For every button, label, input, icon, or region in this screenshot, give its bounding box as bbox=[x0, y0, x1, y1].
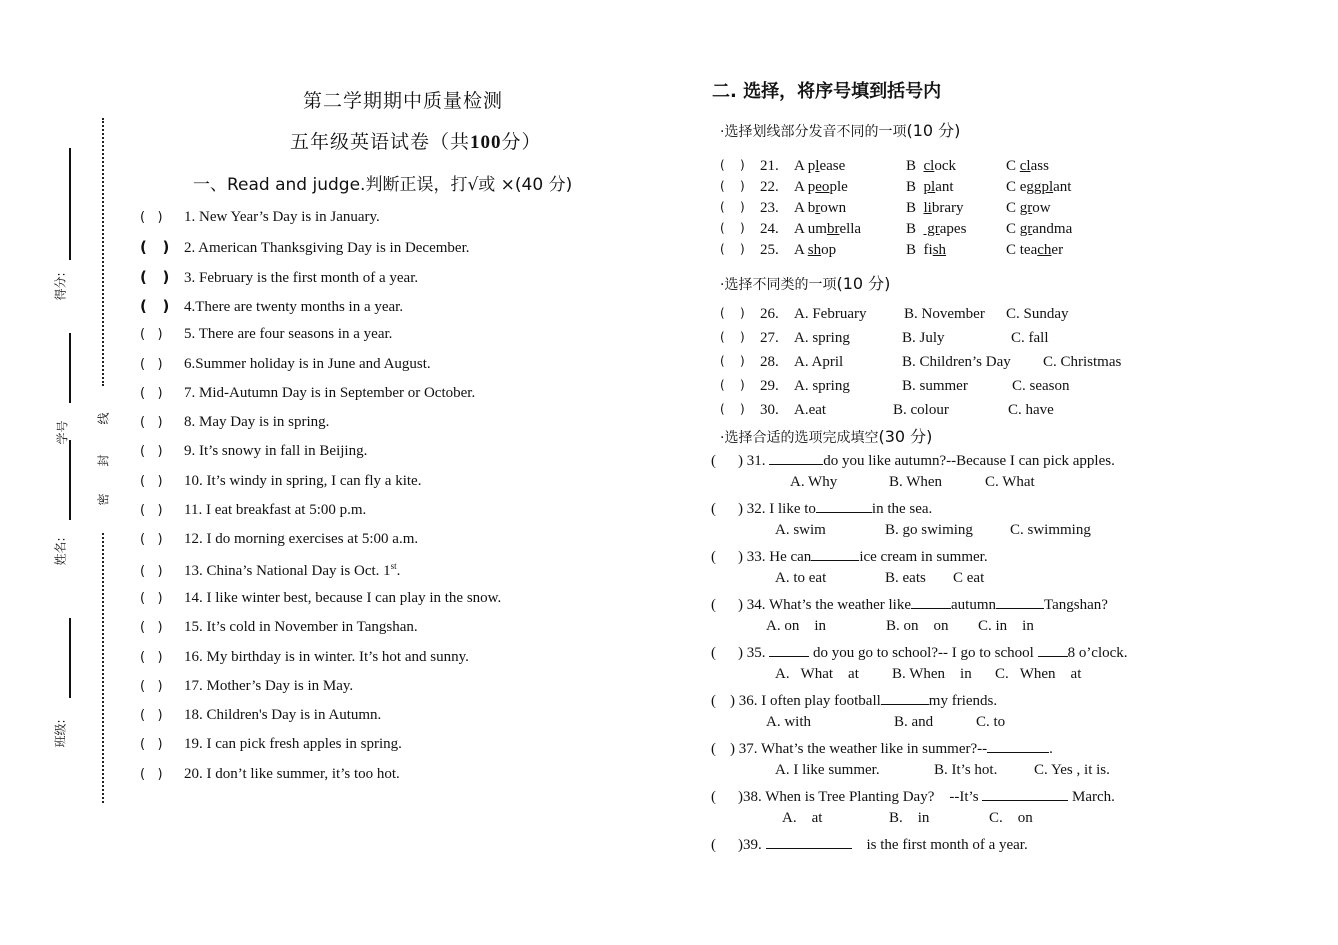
question-number: 22. bbox=[760, 179, 779, 195]
answer-paren[interactable]: ( ) bbox=[140, 356, 163, 372]
answer-paren[interactable]: ( ) bbox=[140, 649, 163, 665]
underlined-letters: sh bbox=[807, 242, 822, 258]
judge-item-text: 20. I don’t like summer, it’s too hot. bbox=[184, 765, 400, 782]
seal-char-feng: 封 bbox=[96, 454, 111, 467]
judge-item bbox=[140, 356, 431, 373]
q37-option-a: A. I like summer. bbox=[775, 762, 880, 778]
underlined-letters: gr bbox=[923, 221, 940, 237]
q38-option-b: B. in bbox=[889, 810, 930, 826]
q32-option-b: B. go swiming bbox=[885, 522, 973, 538]
question-number: 24. bbox=[760, 221, 779, 237]
q35-text-post: 8 o’clock. bbox=[1067, 645, 1128, 661]
question-number: 30. bbox=[760, 402, 779, 418]
subtitle-post: 分） bbox=[501, 131, 542, 153]
judge-item-text: 3. February is the first month of a year. bbox=[184, 269, 419, 286]
question-33 bbox=[711, 546, 988, 566]
option-pre: tea bbox=[1019, 242, 1038, 258]
q34-option-a: A. on in bbox=[766, 618, 826, 634]
q37-option-c: C. Yes , it is. bbox=[1034, 762, 1110, 778]
answer-paren[interactable]: ( ) bbox=[140, 678, 163, 694]
section1-heading: 一、Read and judge.判断正误，打√或 ×(40 分) bbox=[193, 175, 573, 195]
option-post: ass bbox=[1030, 158, 1049, 174]
q32-blank[interactable] bbox=[816, 498, 872, 513]
q35-option-c: C. When at bbox=[995, 666, 1082, 682]
part-b-heading bbox=[720, 271, 890, 294]
q38-option-a: A. at bbox=[782, 810, 823, 826]
underlined-letters: cl bbox=[1019, 158, 1031, 174]
part-b-points: (10 分) bbox=[836, 274, 891, 293]
judge-item-text: 11. I eat breakfast at 5:00 p.m. bbox=[184, 502, 367, 518]
option-post: er bbox=[1051, 242, 1064, 258]
answer-paren[interactable]: ( ) bbox=[720, 242, 745, 256]
option-post: ock bbox=[934, 158, 957, 174]
question-number: 27. bbox=[760, 330, 779, 346]
option-post: ant bbox=[1053, 179, 1072, 195]
q35-blank-2[interactable] bbox=[1038, 642, 1068, 657]
answer-paren: ( bbox=[711, 645, 716, 661]
option-c: C. Christmas bbox=[1043, 354, 1122, 370]
part-c-title: ·选择合适的选项完成填空 bbox=[720, 430, 879, 446]
judge-item bbox=[140, 414, 329, 431]
option-a bbox=[794, 200, 846, 217]
q34-blank-1[interactable] bbox=[911, 594, 951, 609]
question-number: 23. bbox=[760, 200, 779, 216]
q36-blank[interactable] bbox=[881, 690, 929, 705]
q31-option-a: A. Why bbox=[790, 474, 838, 490]
answer-paren: ( bbox=[711, 741, 716, 757]
q37-option-b: B. It’s hot. bbox=[934, 762, 998, 778]
q33-text-pre: ) 33. He can bbox=[738, 549, 812, 565]
q34-option-c: C. in in bbox=[978, 618, 1034, 634]
option-post: apes bbox=[939, 221, 967, 237]
question-38 bbox=[711, 786, 1115, 806]
judge-item-text: 4.There are twenty months in a year. bbox=[184, 298, 404, 315]
q39-blank[interactable] bbox=[766, 834, 852, 849]
judge-item-text: 9. It’s snowy in fall in Beijing. bbox=[184, 443, 368, 460]
q32-option-c: C. swimming bbox=[1010, 522, 1091, 538]
judge-item-text: 19. I can pick fresh apples in spring. bbox=[184, 736, 402, 753]
answer-paren[interactable]: ( ) bbox=[720, 330, 745, 344]
option-a: A.eat bbox=[794, 402, 827, 418]
option-b bbox=[906, 158, 956, 175]
option-c: C. have bbox=[1008, 402, 1054, 418]
answer-paren[interactable]: ( ) bbox=[720, 378, 745, 392]
answer-paren: ( bbox=[711, 549, 716, 565]
option-a: A. April bbox=[794, 354, 844, 370]
q34-text-post: Tangshan? bbox=[1044, 597, 1108, 613]
answer-paren[interactable]: ( ) bbox=[720, 354, 745, 368]
q36-text-post: my friends. bbox=[928, 693, 998, 709]
q33-option-b: B. eats bbox=[885, 570, 926, 586]
underlined-letters: l bbox=[815, 158, 820, 174]
answer-paren[interactable]: ( ) bbox=[140, 415, 163, 431]
option-label: B bbox=[906, 158, 924, 174]
answer-paren[interactable]: ( ) bbox=[140, 532, 163, 548]
answer-paren[interactable]: ( ) bbox=[140, 210, 163, 225]
seal-char-xian: 线 bbox=[96, 412, 111, 425]
q38-option-c: C. on bbox=[989, 810, 1033, 826]
option-b: B. colour bbox=[893, 402, 949, 418]
option-a: A. February bbox=[794, 306, 867, 322]
option-pre: p bbox=[807, 158, 816, 174]
judge-item-text: 7. Mid-Autumn Day is in September or October. bbox=[184, 384, 476, 401]
option-post: ease bbox=[819, 158, 846, 174]
answer-paren[interactable]: ( ) bbox=[140, 708, 163, 724]
q37-text-post: . bbox=[1049, 741, 1053, 757]
answer-paren: ( bbox=[711, 693, 716, 709]
option-post: ow bbox=[1032, 200, 1051, 216]
option-label: A bbox=[794, 179, 808, 195]
question-39 bbox=[711, 834, 1028, 854]
q35-text-mid: do you go to school?-- I go to school bbox=[813, 645, 1034, 661]
judge-item-text: 2. American Thanksgiving Day is in December. bbox=[184, 240, 470, 257]
question-36 bbox=[711, 690, 997, 710]
judge-item bbox=[140, 531, 418, 548]
underlined-letters: gr bbox=[1019, 200, 1033, 216]
underlined-letters: pl bbox=[1041, 179, 1054, 195]
underlined-letters: br bbox=[826, 221, 840, 237]
q34-text-mid: autumn bbox=[951, 597, 996, 613]
q38-text-pre: )38. When is Tree Planting Day? --It’s bbox=[738, 789, 979, 805]
option-pre: b bbox=[807, 200, 816, 216]
q31-blank[interactable] bbox=[769, 450, 823, 465]
q32-text-post: in the sea. bbox=[871, 501, 933, 517]
judge-item-text: 15. It’s cold in November in Tangshan. bbox=[184, 619, 418, 636]
underlined-letters: ch bbox=[1037, 242, 1052, 258]
option-b: B. Children’s Day bbox=[902, 354, 1011, 370]
question-37 bbox=[711, 738, 1053, 758]
question-34 bbox=[711, 594, 1108, 614]
option-label: A bbox=[794, 158, 808, 174]
underlined-letters: cl bbox=[923, 158, 935, 174]
option-a bbox=[794, 242, 836, 259]
question-number: 26. bbox=[760, 306, 779, 322]
q37-blank[interactable] bbox=[987, 738, 1049, 753]
option-pre: egg bbox=[1019, 179, 1042, 195]
judge-item bbox=[140, 297, 403, 316]
answer-paren: ( bbox=[711, 453, 716, 469]
option-label: C bbox=[1006, 242, 1020, 258]
option-c bbox=[1006, 242, 1063, 259]
judge-item-text: 10. It’s windy in spring, I can fly a kite. bbox=[184, 472, 422, 489]
judge-item-text: 1. New Year’s Day is in January. bbox=[184, 209, 380, 225]
question-number: 29. bbox=[760, 378, 779, 394]
judge-item bbox=[140, 385, 475, 402]
option-label: B bbox=[906, 179, 924, 195]
underlined-letters: pl bbox=[923, 179, 936, 195]
answer-paren[interactable]: ( ) bbox=[140, 327, 163, 343]
part-a-heading bbox=[720, 118, 960, 141]
underlined-letters: li bbox=[923, 200, 932, 216]
answer-paren[interactable]: ( ) bbox=[140, 385, 163, 401]
judge-item bbox=[140, 590, 501, 607]
q33-text-post: ice cream in summer. bbox=[859, 549, 988, 565]
judge-item bbox=[140, 678, 353, 695]
option-label: C bbox=[1006, 221, 1020, 237]
q35-option-a: A. What at bbox=[775, 666, 859, 682]
id-line bbox=[69, 333, 71, 403]
q36-option-b: B. and bbox=[894, 714, 934, 730]
question-number: 28. bbox=[760, 354, 779, 370]
judge-item bbox=[140, 736, 402, 753]
answer-paren[interactable]: ( ) bbox=[140, 563, 163, 579]
judge-item-text: 14. I like winter best, because I can play in the snow. bbox=[184, 589, 502, 606]
judge-item-text: 18. Children's Day is in Autumn. bbox=[184, 707, 382, 724]
option-pre: um bbox=[807, 221, 827, 237]
option-b bbox=[906, 242, 946, 259]
answer-paren[interactable]: ( ) bbox=[720, 179, 745, 193]
class-label: 班级: bbox=[53, 719, 68, 748]
question-31 bbox=[711, 450, 1115, 470]
option-a: A. spring bbox=[794, 378, 850, 394]
part-c-points: (30 分) bbox=[878, 427, 933, 446]
q38-text-post: March. bbox=[1072, 789, 1115, 805]
underlined-letters: eo bbox=[815, 179, 830, 195]
judge-item-text: 13. China’s National Day is Oct. 1 bbox=[184, 562, 391, 579]
part-b-title: ·选择不同类的一项 bbox=[720, 277, 837, 293]
answer-paren: ( bbox=[711, 501, 716, 517]
answer-paren[interactable]: ( ) bbox=[720, 402, 745, 416]
judge-item bbox=[140, 649, 469, 666]
question-number: 21. bbox=[760, 158, 779, 174]
judge-item bbox=[140, 707, 381, 724]
section2-heading: 二. 选择，将序号填到括号内 bbox=[712, 81, 942, 102]
underlined-letters: r bbox=[815, 200, 821, 216]
underlined-letters: sh bbox=[932, 242, 947, 258]
q38-blank[interactable] bbox=[982, 786, 1068, 801]
judge-item bbox=[140, 473, 421, 490]
option-label: C bbox=[1006, 158, 1020, 174]
answer-paren[interactable]: ( ) bbox=[720, 200, 745, 214]
q36-text-pre: ) 36. I often play football bbox=[730, 693, 881, 709]
option-a bbox=[794, 158, 845, 175]
judge-item bbox=[140, 209, 380, 226]
question-number: 25. bbox=[760, 242, 779, 258]
option-pre: p bbox=[807, 179, 816, 195]
answer-paren[interactable]: ( ) bbox=[720, 158, 745, 172]
q35-number: ) 35. bbox=[738, 645, 766, 661]
q32-option-a: A. swim bbox=[775, 522, 826, 538]
option-label: B bbox=[906, 200, 924, 216]
option-post: ple bbox=[829, 179, 848, 195]
answer-paren: ( bbox=[711, 837, 716, 853]
answer-paren[interactable]: ( ) bbox=[140, 473, 163, 489]
student-id-label: 学号 bbox=[55, 420, 70, 445]
name-label: 姓名: bbox=[53, 537, 68, 566]
score-line bbox=[69, 148, 71, 260]
judge-item bbox=[140, 268, 418, 287]
q31-option-b: B. When bbox=[889, 474, 943, 490]
answer-paren[interactable]: ( ) bbox=[140, 444, 163, 460]
judge-item-text: 8. May Day is in spring. bbox=[184, 414, 330, 431]
q32-text-pre: ) 32. I like to bbox=[738, 501, 816, 517]
option-b bbox=[906, 221, 966, 238]
judge-item bbox=[140, 502, 366, 519]
option-label: C bbox=[1006, 200, 1020, 216]
option-label: B bbox=[906, 221, 924, 237]
judge-item-text: 17. Mother’s Day is in May. bbox=[184, 677, 354, 694]
answer-paren[interactable]: ( ) bbox=[140, 503, 163, 518]
ordinal-suffix: st bbox=[390, 560, 397, 571]
q36-option-a: A. with bbox=[766, 714, 811, 730]
option-post: brary bbox=[931, 200, 964, 216]
q33-blank[interactable] bbox=[811, 546, 859, 561]
seal-char-mi: 密 bbox=[96, 493, 111, 506]
option-c bbox=[1006, 158, 1049, 175]
answer-paren[interactable]: ( ) bbox=[720, 306, 745, 320]
answer-paren[interactable]: ( ) bbox=[140, 296, 170, 315]
q39-number: )39. bbox=[738, 837, 762, 853]
underlined-letters: gr bbox=[1019, 221, 1033, 237]
option-c bbox=[1006, 179, 1071, 196]
q34-blank-2[interactable] bbox=[996, 594, 1044, 609]
option-post: op bbox=[821, 242, 837, 258]
part-a-points: (10 分) bbox=[906, 121, 961, 140]
option-label: A bbox=[794, 242, 808, 258]
answer-paren[interactable]: ( ) bbox=[720, 221, 745, 235]
option-label: C bbox=[1006, 179, 1020, 195]
score-label: 得分: bbox=[53, 272, 68, 301]
q36-option-c: C. to bbox=[976, 714, 1006, 730]
answer-paren[interactable]: ( ) bbox=[140, 737, 163, 753]
q35-option-b: B. When in bbox=[892, 666, 972, 682]
option-label: A bbox=[794, 200, 808, 216]
option-post: own bbox=[820, 200, 847, 216]
part-a-title: ·选择划线部分发音不同的一项 bbox=[720, 124, 907, 140]
judge-item-text: 6.Summer holiday is in June and August. bbox=[184, 355, 431, 372]
q31-option-c: C. What bbox=[985, 474, 1035, 490]
option-b: B. summer bbox=[902, 378, 968, 394]
judge-item-text: 5. There are four seasons in a year. bbox=[184, 326, 393, 343]
answer-paren: ( bbox=[711, 597, 716, 613]
option-b bbox=[906, 179, 954, 196]
q39-text: is the first month of a year. bbox=[866, 837, 1028, 853]
answer-paren[interactable]: ( ) bbox=[140, 590, 163, 606]
option-post: andma bbox=[1032, 221, 1073, 237]
q33-option-c: C eat bbox=[953, 570, 985, 586]
q37-text-pre: ) 37. What’s the weather like in summer?-- bbox=[730, 741, 988, 757]
q33-option-a: A. to eat bbox=[775, 570, 827, 586]
question-35 bbox=[711, 642, 1128, 662]
dotted-line bbox=[102, 533, 104, 803]
option-a bbox=[794, 221, 861, 238]
judge-item bbox=[140, 766, 400, 783]
option-c bbox=[1006, 221, 1072, 238]
option-b: B. July bbox=[902, 330, 945, 346]
option-c bbox=[1006, 200, 1051, 217]
option-label: A bbox=[794, 221, 808, 237]
option-post: ant bbox=[935, 179, 954, 195]
option-c: C. Sunday bbox=[1006, 306, 1069, 322]
dotted-line bbox=[102, 118, 104, 386]
option-a bbox=[794, 179, 848, 196]
judge-item-text: 12. I do morning exercises at 5:00 a.m. bbox=[184, 531, 419, 548]
name-line bbox=[69, 440, 71, 520]
option-pre: fi bbox=[923, 242, 933, 258]
class-line bbox=[69, 618, 71, 698]
judge-item bbox=[140, 326, 392, 343]
answer-paren[interactable]: ( ) bbox=[140, 620, 163, 636]
answer-paren: ( bbox=[711, 789, 716, 805]
question-32 bbox=[711, 498, 932, 518]
judge-item bbox=[140, 619, 418, 636]
exam-subtitle bbox=[290, 127, 542, 154]
q35-blank-1[interactable] bbox=[769, 642, 809, 657]
answer-paren[interactable]: ( ) bbox=[140, 238, 170, 257]
option-a: A. spring bbox=[794, 330, 850, 346]
option-c: C. fall bbox=[1011, 330, 1049, 346]
q34-option-b: B. on on bbox=[886, 618, 949, 634]
option-b bbox=[906, 200, 964, 217]
answer-paren[interactable]: ( ) bbox=[140, 267, 170, 286]
judge-item bbox=[140, 561, 400, 580]
q31-text: do you like autumn?--Because I can pick apples. bbox=[823, 453, 1115, 469]
q34-text-pre: ) 34. What’s the weather like bbox=[738, 597, 911, 613]
subtitle-pre: 五年级英语试卷（共 bbox=[290, 131, 471, 153]
option-label: B bbox=[906, 242, 924, 258]
judge-item bbox=[140, 238, 470, 257]
option-b: B. November bbox=[904, 306, 985, 322]
exam-title: 第二学期期中质量检测 bbox=[303, 90, 504, 112]
subtitle-total-points: 100 bbox=[470, 132, 502, 153]
part-c-heading bbox=[720, 424, 932, 447]
option-c: C. season bbox=[1012, 378, 1070, 394]
judge-item-text: 16. My birthday is in winter. It’s hot and sunny. bbox=[184, 648, 469, 665]
judge-item bbox=[140, 443, 367, 460]
answer-paren[interactable]: ( ) bbox=[140, 766, 163, 782]
option-post: ella bbox=[839, 221, 862, 237]
period: . bbox=[396, 562, 401, 579]
q31-number: ) 31. bbox=[738, 453, 766, 469]
